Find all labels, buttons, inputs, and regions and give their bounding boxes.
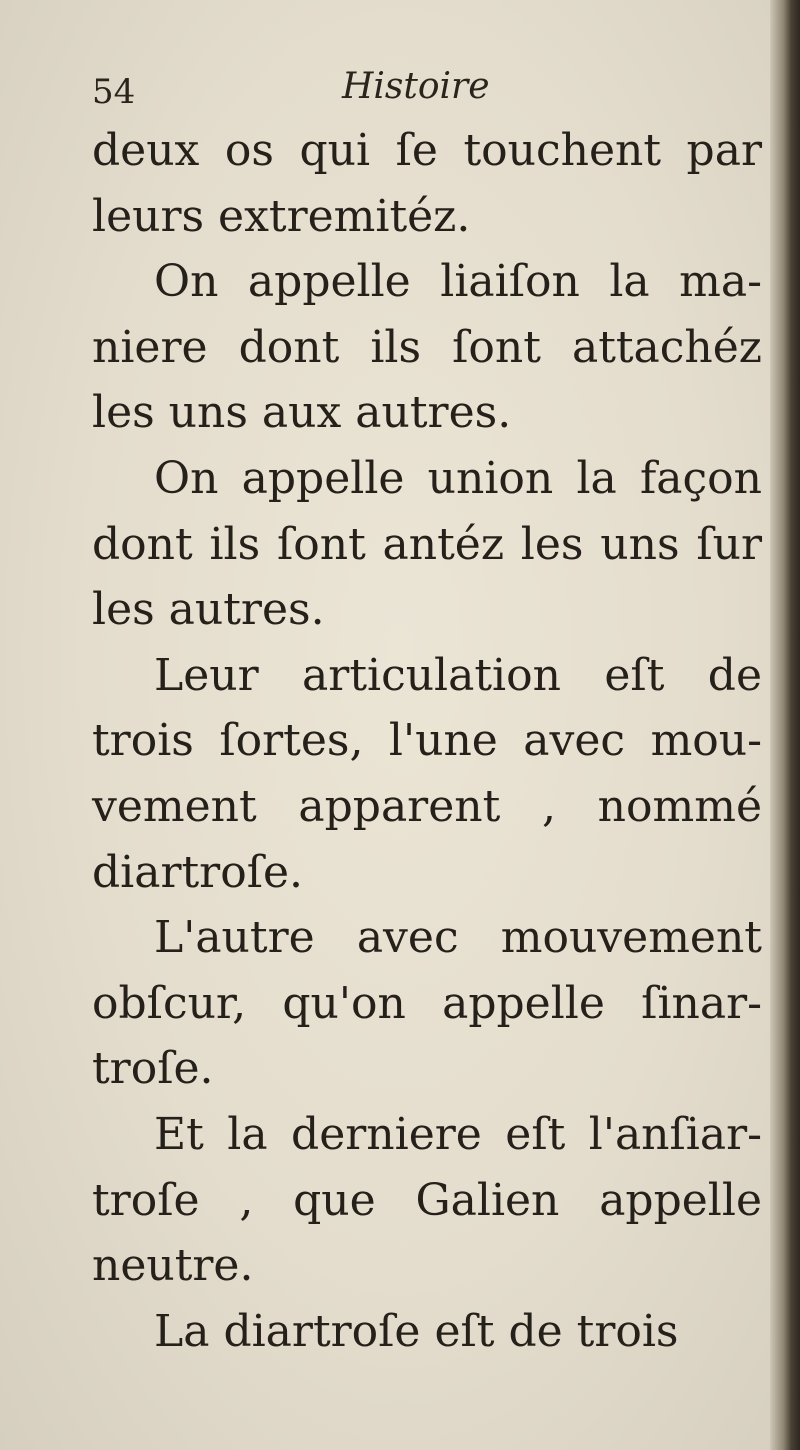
text-line: les uns aux autres. — [92, 387, 512, 439]
text-line: vement apparent , nommé — [92, 780, 762, 832]
text-line: Et la derniere eſt l'anſiar- — [154, 1108, 762, 1160]
page-number: 54 — [92, 72, 136, 112]
text-line: La diartroſe eſt de trois — [154, 1305, 679, 1357]
page-header — [92, 62, 752, 112]
body-text — [92, 118, 762, 1364]
text-line: deux os qui ſe touchent par — [92, 125, 762, 176]
text-line: obſcur, qu'on appelle ſinar- — [92, 977, 762, 1029]
book-gutter — [770, 0, 800, 1450]
text-line: dont ils ſont antéz les uns ſur — [92, 518, 762, 570]
text-line: On appelle liaiſon la ma- — [154, 256, 762, 308]
text-line: troſe , que Galien appelle — [92, 1174, 762, 1226]
text-line: trois ſortes, l'une avec mou- — [92, 715, 762, 767]
text-line: niere dont ils ſont attachéz — [92, 321, 762, 373]
text-line: neutre. — [92, 1240, 254, 1292]
text-line: troſe. — [92, 1043, 214, 1095]
text-line: Leur articulation eſt de — [154, 649, 762, 701]
text-line: leurs extremitéz. — [92, 190, 471, 242]
text-line: les autres. — [92, 584, 325, 636]
running-title: Histoire — [342, 66, 490, 107]
text-line: L'autre avec mouvement — [154, 912, 762, 964]
text-line: diartroſe. — [92, 846, 304, 898]
text-line: On appelle union la façon — [154, 452, 762, 504]
